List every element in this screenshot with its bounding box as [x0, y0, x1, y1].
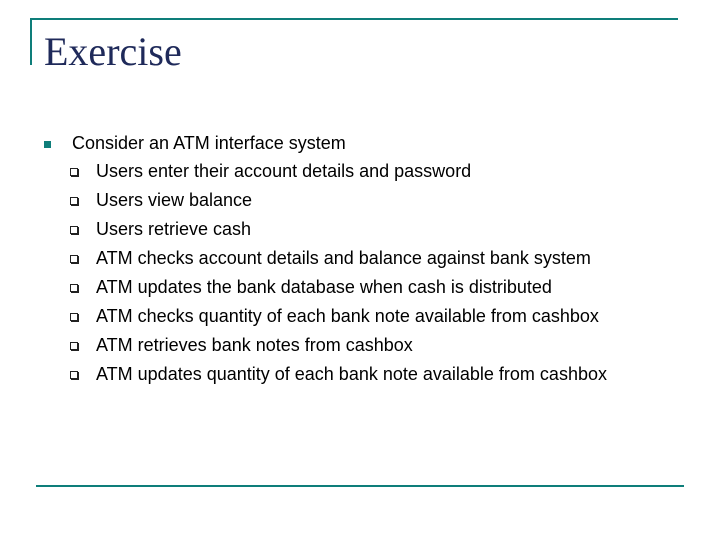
sub-bullet-list: [70, 159, 607, 391]
sub-bullet-text: Users view balance: [96, 190, 253, 210]
sub-bullet-item: [70, 246, 607, 275]
hollow-square-bullet-icon: [70, 342, 78, 350]
sub-bullet-item: [70, 304, 607, 333]
sub-bullet-item: [70, 188, 607, 217]
sub-bullet-item: [70, 333, 607, 362]
title-frame-vertical-line: [30, 18, 32, 65]
sub-bullet-text: ATM checks quantity of each bank note available from cashbox: [96, 306, 599, 326]
sub-bullet-text: ATM retrieves bank notes from cashbox: [96, 335, 413, 355]
hollow-square-bullet-icon: [70, 197, 78, 205]
sub-bullet-item: [70, 217, 607, 246]
hollow-square-bullet-icon: [70, 371, 78, 379]
slide-title: Exercise: [44, 29, 182, 74]
square-bullet-icon: [44, 141, 51, 148]
sub-bullet-text: Users retrieve cash: [96, 219, 252, 239]
main-bullet-text: Consider an ATM interface system: [72, 133, 346, 153]
hollow-square-bullet-icon: [70, 226, 78, 234]
title-frame-top-line: [30, 18, 678, 20]
sub-bullet-text: ATM updates quantity of each bank note available from cashbox: [96, 364, 607, 384]
hollow-square-bullet-icon: [70, 255, 78, 263]
sub-bullet-text: ATM updates the bank database when cash is distributed: [96, 277, 552, 297]
footer-divider-line: [36, 485, 684, 487]
sub-bullet-text: Users enter their account details and password: [96, 161, 472, 181]
hollow-square-bullet-icon: [70, 168, 78, 176]
hollow-square-bullet-icon: [70, 313, 78, 321]
sub-bullet-item: [70, 159, 607, 188]
sub-bullet-item: [70, 362, 607, 391]
hollow-square-bullet-icon: [70, 284, 78, 292]
sub-bullet-text: ATM checks account details and balance against bank system: [96, 248, 591, 268]
sub-bullet-item: [70, 275, 607, 304]
